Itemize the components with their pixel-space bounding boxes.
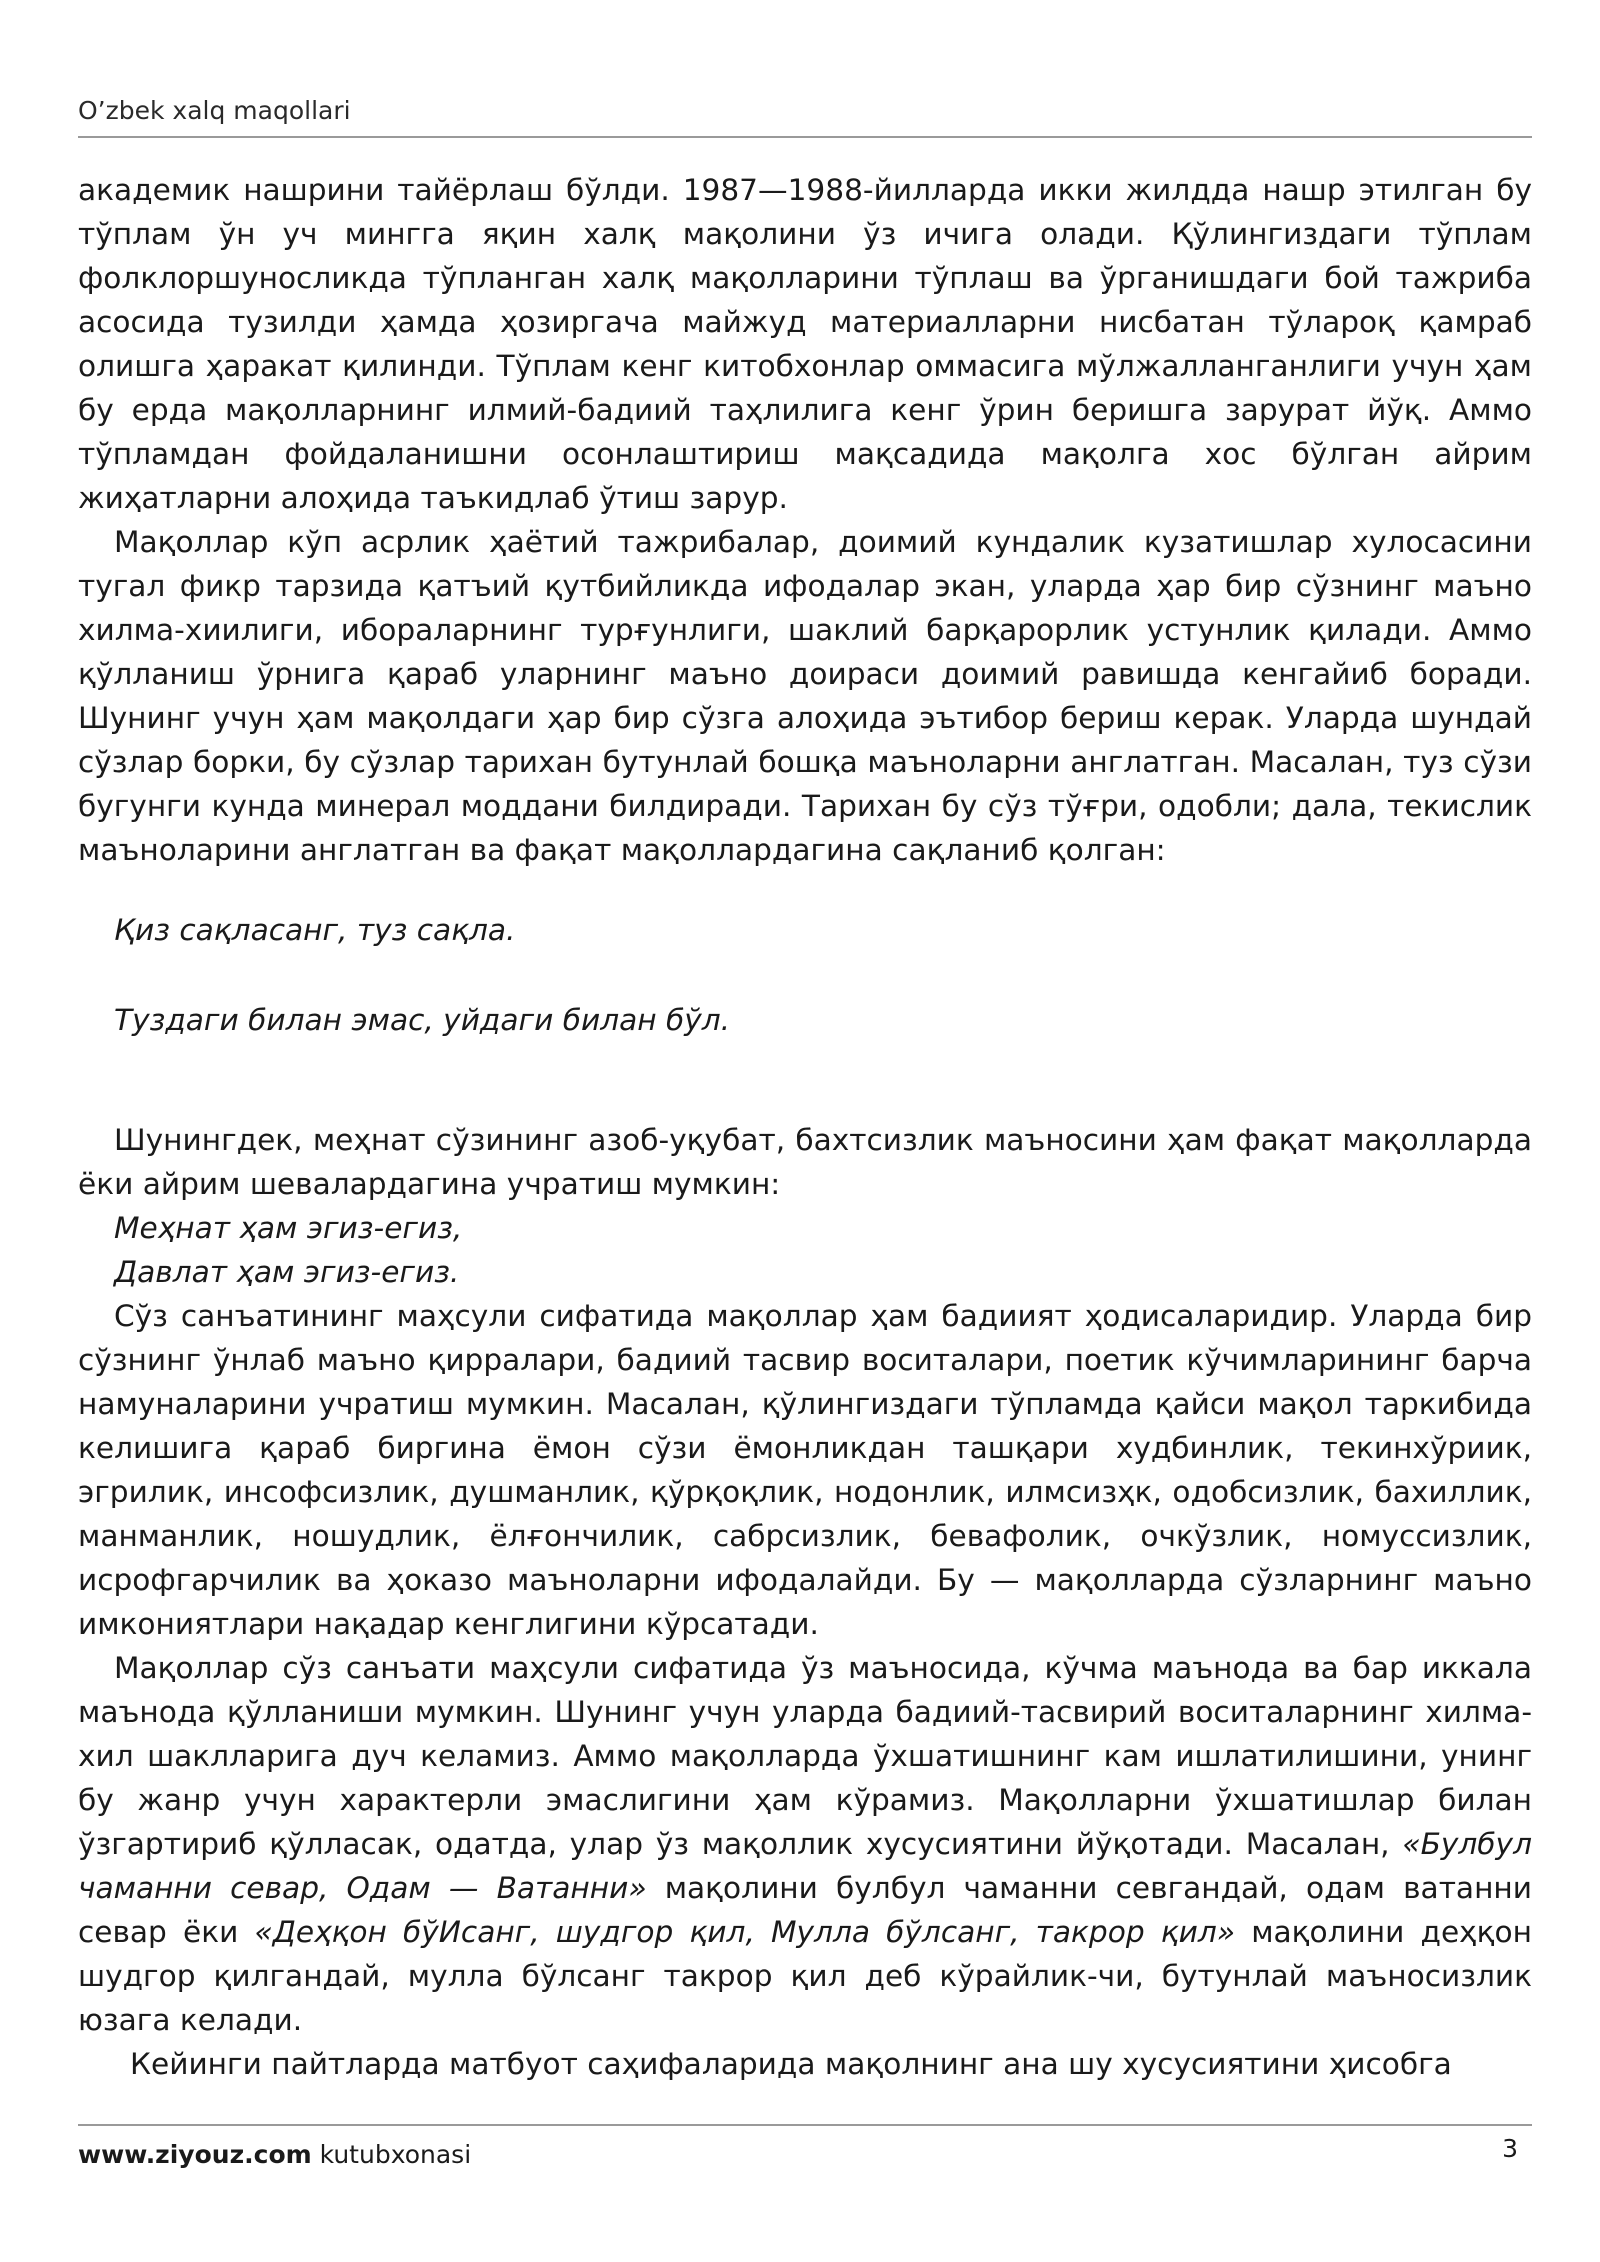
page-footer <box>78 2140 471 2169</box>
running-header: O’zbek xalq maqollari <box>78 96 351 125</box>
paragraph-5-part-c: мақолини деҳқон шудгор қилгандай, мулла бўлсанг такрор қил деб кўрайлик-чи, бутунлай маъносизлик юзага келади. <box>78 1915 1533 2037</box>
body-text <box>78 168 1532 2086</box>
footer-site-link[interactable]: www.ziyouz.com <box>78 2140 312 2169</box>
proverb-quote-1: Қиз сақласанг, туз сақла. <box>114 913 516 947</box>
spacer <box>78 952 1532 998</box>
proverb-quote-3: Меҳнат ҳам эгиз-егиз, <box>114 1211 463 1245</box>
document-page <box>78 0 1532 2262</box>
proverb-quote-4: Давлат ҳам эгиз-егиз. <box>114 1255 460 1289</box>
proverb-inline-1: «Булбул чаманни севар, Одам — Ватанни» <box>78 1827 1532 1905</box>
spacer <box>78 1082 1532 1118</box>
spacer <box>78 872 1532 908</box>
page-number: 3 <box>1502 2134 1518 2163</box>
footer-rule <box>78 2124 1532 2126</box>
paragraph-6: Кейинги пайтларда матбуот саҳифаларида мақолнинг ана шу хусусиятини ҳисобга <box>130 2047 1452 2081</box>
paragraph-3: Шунингдек, меҳнат сўзининг азоб-уқубат, бахтсизлик маъносини ҳам фақат мақолларда ёки айрим шевалардагина учратиш мумкин: <box>78 1123 1532 1201</box>
paragraph-5 <box>78 1646 1532 2042</box>
proverb-inline-2: «Деҳқон бўИсанг, шудгор қил, Мулла бўлсанг, такрор қил» <box>254 1915 1236 1949</box>
header-rule <box>78 136 1532 138</box>
paragraph-2: Мақоллар кўп асрлик ҳаётий тажрибалар, доимий кундалик кузатишлар хулосасини тугал фикр тарзида қатъий қутбийликда ифодалар экан, уларда ҳар бир сўзнинг маъно хилма-хиилиги, ибораларнинг турғунлиги, шаклий барқарорлик устунлик қилади. Аммо қўлланиш ўрнига қараб уларнинг маъно доираси доимий равишда кенгайиб боради. Шунинг учун ҳам мақолдаги ҳар бир сўзга алоҳида эътибор бериш керак. Уларда шундай сўзлар борки, бу сўзлар тарихан бутунлай бошқа маъноларни англатган. Масалан, туз сўзи бугунги кунда минерал моддани билдиради. Тарихан бу сўз тўғри, одобли; дала, текислик маъноларини англатган ва фақат мақоллардагина сақланиб қолган: <box>78 525 1532 867</box>
paragraph-4: Сўз санъатининг маҳсули сифатида мақоллар ҳам бадиият ҳодисаларидир. Уларда бир сўзнинг ўнлаб маъно қирралари, бадиий тасвир воситалари, поетик кўчимларининг барча намуналарини учратиш мумкин. Масалан, қўлингиздаги тўпламда қайси мақол таркибида келишига қараб биргина ёмон сўзи ёмонликдан ташқари худбинлик, текинхўриик, эгрилик, инсофсизлик, душманлик, қўрқоқлик, нодонлик, илмсизҳк, одобсизлик, бахиллик, манманлик, ношудлик, ёлғончилик, сабрсизлик, бевафолик, очкўзлик, номуссизлик, исрофгарчилик ва ҳоказо маъноларни ифодалайди. Бу — мақолларда сўзларнинг маъно имкониятлари нақадар кенглигини кўрсатади. <box>78 1299 1532 1641</box>
proverb-quote-2: Туздаги билан эмас, уйдаги билан бўл. <box>114 1003 731 1037</box>
paragraph-1: академик нашрини тайёрлаш бўлди. 1987—1988-йилларда икки жилдда нашр этилган бу тўплам ўн уч мингга яқин халқ мақолини ўз ичига олади. Қўлингиздаги тўплам фолклоршуносликда тўпланган халқ мақолларини тўплаш ва ўрганишдаги бой тажриба асосида тузилди ҳамда ҳозиргача майжуд материалларни нисбатан тўлароқ қамраб олишга ҳаракат қилинди. Тўплам кенг китобхонлар оммасига мўлжалланганлиги учун ҳам бу ерда мақолларнинг илмий-бадиий таҳлилига кенг ўрин беришга зарурат йўқ. Аммо тўпламдан фойдаланишни осонлаштириш мақсадида мақолга хос бўлган айрим жиҳатларни алоҳида таъкидлаб ўтиш зарур. <box>78 173 1532 515</box>
spacer <box>78 1042 1532 1082</box>
footer-label: kutubxonasi <box>311 2140 472 2169</box>
paragraph-5-part-b: мақолини булбул чаманни севгандай, одам ватанни севар ёки <box>78 1871 1533 1949</box>
paragraph-5-part-a: Мақоллар сўз санъати маҳсули сифатида ўз маъносида, кўчма маънода ва бар иккала маънода қўлланиши мумкин. Шунинг учун уларда бадиий-тасвирий воситаларнинг хилма-хил шаклларига дуч келамиз. Аммо мақолларда ўхшатишнинг кам ишлатилишини, унинг бу жанр учун характерли эмаслигини ҳам кўрамиз. Мақолларни ўхшатишлар билан ўзгартириб қўлласак, одатда, улар ўз мақоллик хусусиятини йўқотади. Масалан, <box>78 1651 1532 1861</box>
